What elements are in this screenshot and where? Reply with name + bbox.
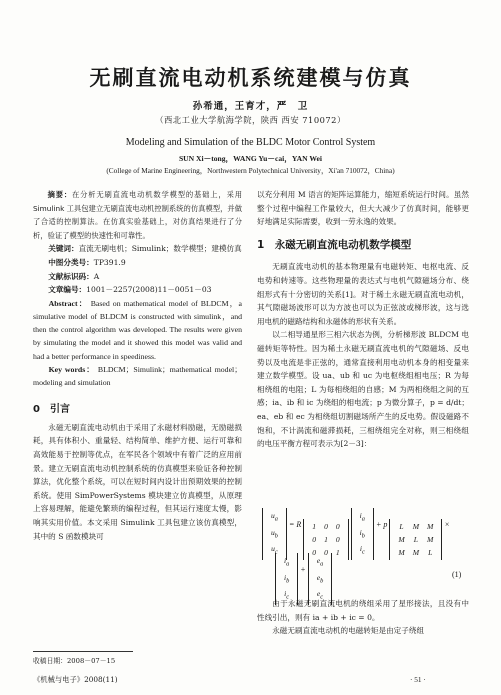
right-column-bottom [257, 597, 469, 638]
doc-code-line [33, 270, 242, 284]
section-1-heading: 1 永磁无刷直流电动机数学模型 [257, 238, 412, 251]
equation-matrix-block: $u_a$ $u_b$ $u_c$ = R 1 0 0 0 1 0 0 0 1 $i_a$ $i_b$ $i_c$ + p L M M M L M M M L × [262, 508, 450, 562]
left-column [33, 188, 242, 543]
intro-paragraph: 永磁无刷直流电动机由于采用了永磁材料励磁，无励磁损耗，具有体积小、重量轻、结构简单、维护方便、运行可靠和高效能易于控制等优点，在军民各个领域中有着广泛的应用前景。建立无刷直流电动机控制系统的仿真模型来验证各种控制算法，优化整个系统，可以在短时间内设计出预期效果的控制系统。使用 SimPowerSystems 模块建立仿真模型，从原理上容易理解，能避免繁琐的编程过程，但其运行速度太慢，影响其实用价值。本文采用 Simulink 工具包建立该仿真模型，其中的 S 函数模块可 [33, 422, 242, 541]
keywords-cn [33, 242, 242, 256]
abstract-text: 在分析无刷直流电动机数学模型的基础上，采用 Simulink 工具包建立无刷直流电动机控制系统的仿真模型，并做了合适的控制算法。在仿真实验基础上，对仿真结果进行了分析，验证了模型的快速性和可靠性。 [33, 190, 242, 240]
keywords-label: 关键词： [48, 244, 79, 254]
article-number-line [33, 283, 242, 297]
page-number: · 51 · [410, 675, 426, 684]
doc-value: A [93, 271, 100, 281]
equation-number: (1) [452, 570, 462, 579]
keywords-en-label: Key words： [48, 364, 95, 374]
footnote-rule [33, 651, 133, 652]
clc-line [33, 256, 242, 270]
authors-cn: 孙希通，王育才，严 卫 [192, 101, 309, 112]
clc-label: 中图分类号： [48, 257, 94, 267]
authors-en: SUN Xi－tong，WANG Yu－cai，YAN Wei [178, 154, 323, 163]
abstract-en-label: Abstract： [48, 298, 88, 308]
keywords-en-text: BLDCM；Simulink；mathematical model；modeling and simulation [33, 364, 242, 387]
right-para-4: 由于永磁无刷直流电机的绕组采用了星形接法，且没有中性线引出，则有 ia + ib + ic = 0。 [257, 599, 469, 622]
right-para-5: 永磁无刷直流电动机的电磁转矩是由定子绕组 [272, 626, 425, 636]
section-0-heading: 0 引言 [33, 404, 70, 416]
journal-issue: 《机械与电子》2008(11) [33, 675, 118, 684]
equation-matrix-block-2: $i_a$ $i_b$ $i_c$ + $e_a$ $e_b$ $e_c$ [275, 553, 332, 607]
affiliation-cn: （西北工业大学航海学院，陕西 西安 710072） [155, 115, 346, 125]
paper-title: 无刷直流电动机系统建模与仿真 [89, 66, 412, 90]
abstract-cn [33, 188, 242, 242]
right-column [257, 188, 469, 451]
right-para-3: 以二相导通星形三相六状态为例，分析梯形波 BLDCM 电磁转矩等特性。因为稀土永磁无刷直流电机的气隙磁场、反电势以及电流是非正弦的，通常直接利用电动机本身的相变量来建立数学模型。设 ua、ub 和 uc 为电枢绕组相电压；R 为每相绕组的电阻；L 为每相绕组的自感；M 为两相绕组之间的互感；ia、ib 和 ic 为绕组的相电流；p 为微分算子，p = d/dt；ea、eb 和 ec 为相绕组切割磁场所产生的反电势。假设磁路不饱和，不计涡流和磁滞损耗，三相绕组完全对称，则三相绕组的电压平衡方程可表示为[2－3]： [257, 330, 469, 449]
abstract-label: 摘要： [47, 190, 72, 199]
abstract-en [33, 297, 242, 363]
article-label: 文章编号： [48, 285, 87, 295]
keywords-text: 直流无刷电机；Simulink；数学模型；建模仿真 [78, 244, 242, 254]
article-value: 1001－2257(2008)11－0051－03 [86, 285, 212, 295]
doc-label: 文献标识码： [48, 271, 94, 281]
clc-value: TP391.9 [93, 257, 126, 267]
right-para-1: 以充分利用 M 语言的矩阵运算能力，缩短系统运行时间。虽然整个过程中编程工作量较大，但大大减少了仿真时间，能够更好地满足实际需要，收到一劳永逸的效果。 [257, 190, 469, 227]
affiliation-en: (College of Marine Engineering，Northwestern Polytechnical University，Xi'an 710072，China) [106, 166, 395, 175]
received-date: 收稿日期：2008－07－15 [33, 657, 116, 665]
paper-title-en: Modeling and Simulation of the BLDC Motor Control System [125, 137, 376, 148]
right-para-2: 无刷直流电动机的基本物理量有电磁转矩、电枢电流、反电势和转速等。这些物理量的表达式与电机气隙磁场分布、绕组形式有十分密切的关系[1]。对于稀土永磁无刷直流电动机，其气隙磁场波形可以为方波也可以为正弦波或梯形波，这与选用电机的磁路结构和永磁体的形状有关系。 [257, 262, 469, 326]
keywords-en [33, 363, 242, 389]
abstract-en-text: Based on mathematical model of BLDCM，a simulative model of BLDCM is constructed with simulink，and then the control algorithm was developed. The results were given by simulating the model and it showed this model was valid and had a better performance in speediness. [33, 298, 243, 361]
